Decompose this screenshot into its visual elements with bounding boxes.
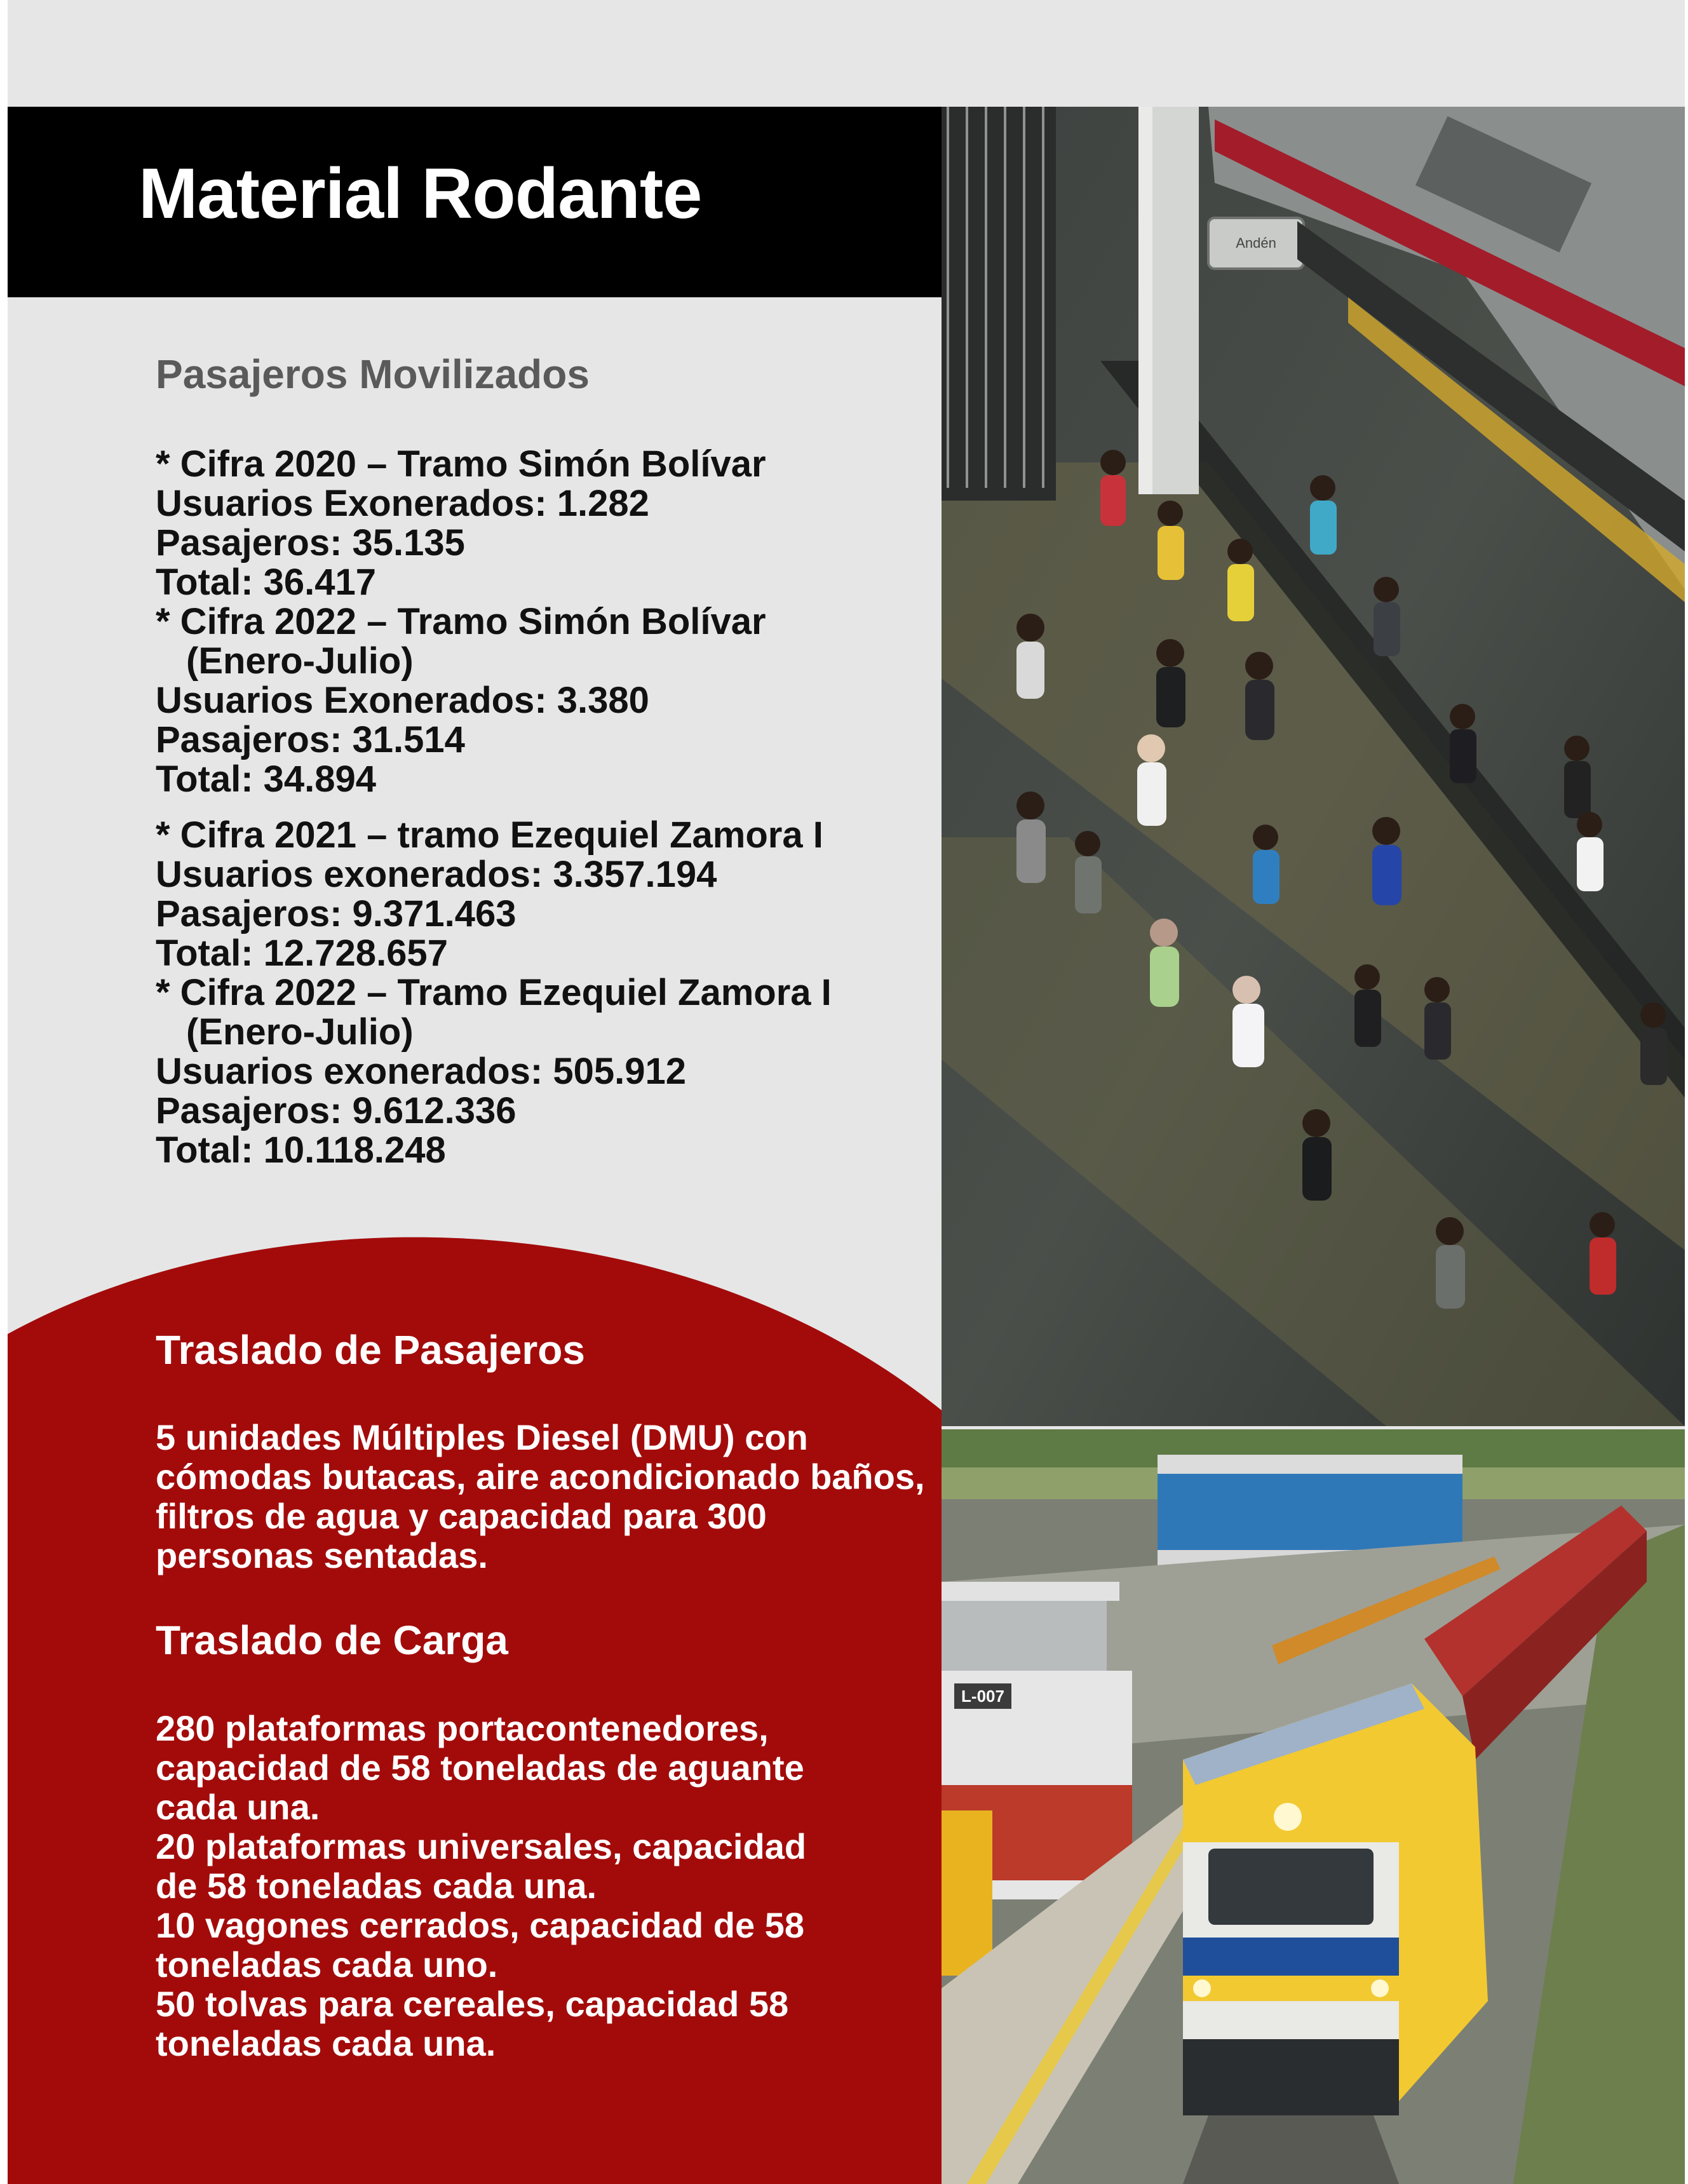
stat-line: * Cifra 2021 – tramo Ezequiel Zamora I [156, 814, 823, 856]
stat-line: Usuarios Exonerados: 1.282 [156, 483, 649, 524]
stat-line: (Enero-Julio) [186, 1011, 414, 1053]
stat-line: Usuarios exonerados: 3.357.194 [156, 854, 717, 895]
carga-line: 280 plataformas portacontenedores, [156, 1708, 769, 1748]
carga-line: de 58 toneladas cada una. [156, 1866, 597, 1906]
stat-line: Usuarios exonerados: 505.912 [156, 1051, 686, 1092]
stat-line: Total: 34.894 [156, 758, 377, 800]
train-photo-illustration [942, 1429, 1685, 2184]
stat-line: Total: 10.118.248 [156, 1129, 446, 1171]
traslado-carga-heading: Traslado de Carga [156, 1617, 508, 1663]
carga-line: 50 tolvas para cereales, capacidad 58 [156, 1984, 789, 2024]
carga-line: cada una. [156, 1787, 320, 1827]
platform-photo [942, 107, 1685, 1426]
traslado-pasajeros-heading: Traslado de Pasajeros [156, 1327, 585, 1373]
carga-line: 10 vagones cerrados, capacidad de 58 [156, 1905, 804, 1945]
stat-line: * Cifra 2022 – Tramo Ezequiel Zamora I [156, 972, 832, 1013]
stat-line: Total: 36.417 [156, 562, 377, 603]
carga-line: 20 plataformas universales, capacidad [156, 1826, 807, 1866]
platform-photo-illustration [942, 107, 1685, 1426]
stat-line: Pasajeros: 9.612.336 [156, 1090, 517, 1131]
stat-line: Pasajeros: 9.371.463 [156, 893, 517, 934]
traslado-pasajeros-text: 5 unidades Múltiples Diesel (DMU) con cómodas butacas, aire acondicionado baños, filtros de agua y capacidad para 300 personas sentadas. [156, 1417, 925, 1575]
carga-line: toneladas cada uno. [156, 1945, 498, 1985]
page-margin-right [1685, 0, 1688, 2184]
stat-line: (Enero-Julio) [186, 640, 414, 682]
stat-line: Usuarios Exonerados: 3.380 [156, 680, 649, 721]
traslado-carga-text [156, 1709, 931, 2063]
train-photo [942, 1429, 1685, 2184]
pasajeros-movilizados-heading: Pasajeros Movilizados [156, 351, 590, 397]
stat-line: * Cifra 2022 – Tramo Simón Bolívar [156, 601, 766, 642]
stat-line: Pasajeros: 31.514 [156, 719, 465, 760]
loco-number-label: L-007 [961, 1687, 1004, 1706]
stat-line: * Cifra 2020 – Tramo Simón Bolívar [156, 443, 766, 485]
platform-sign-text: Andén [1236, 235, 1276, 251]
carga-line: capacidad de 58 toneladas de aguante [156, 1748, 804, 1788]
page-title: Material Rodante [138, 154, 702, 233]
carga-line: toneladas cada una. [156, 2023, 496, 2063]
stat-line: Total: 12.728.657 [156, 933, 448, 974]
page-margin-left [0, 0, 8, 2184]
passenger-stats [156, 445, 937, 1170]
stat-line: Pasajeros: 35.135 [156, 522, 465, 563]
